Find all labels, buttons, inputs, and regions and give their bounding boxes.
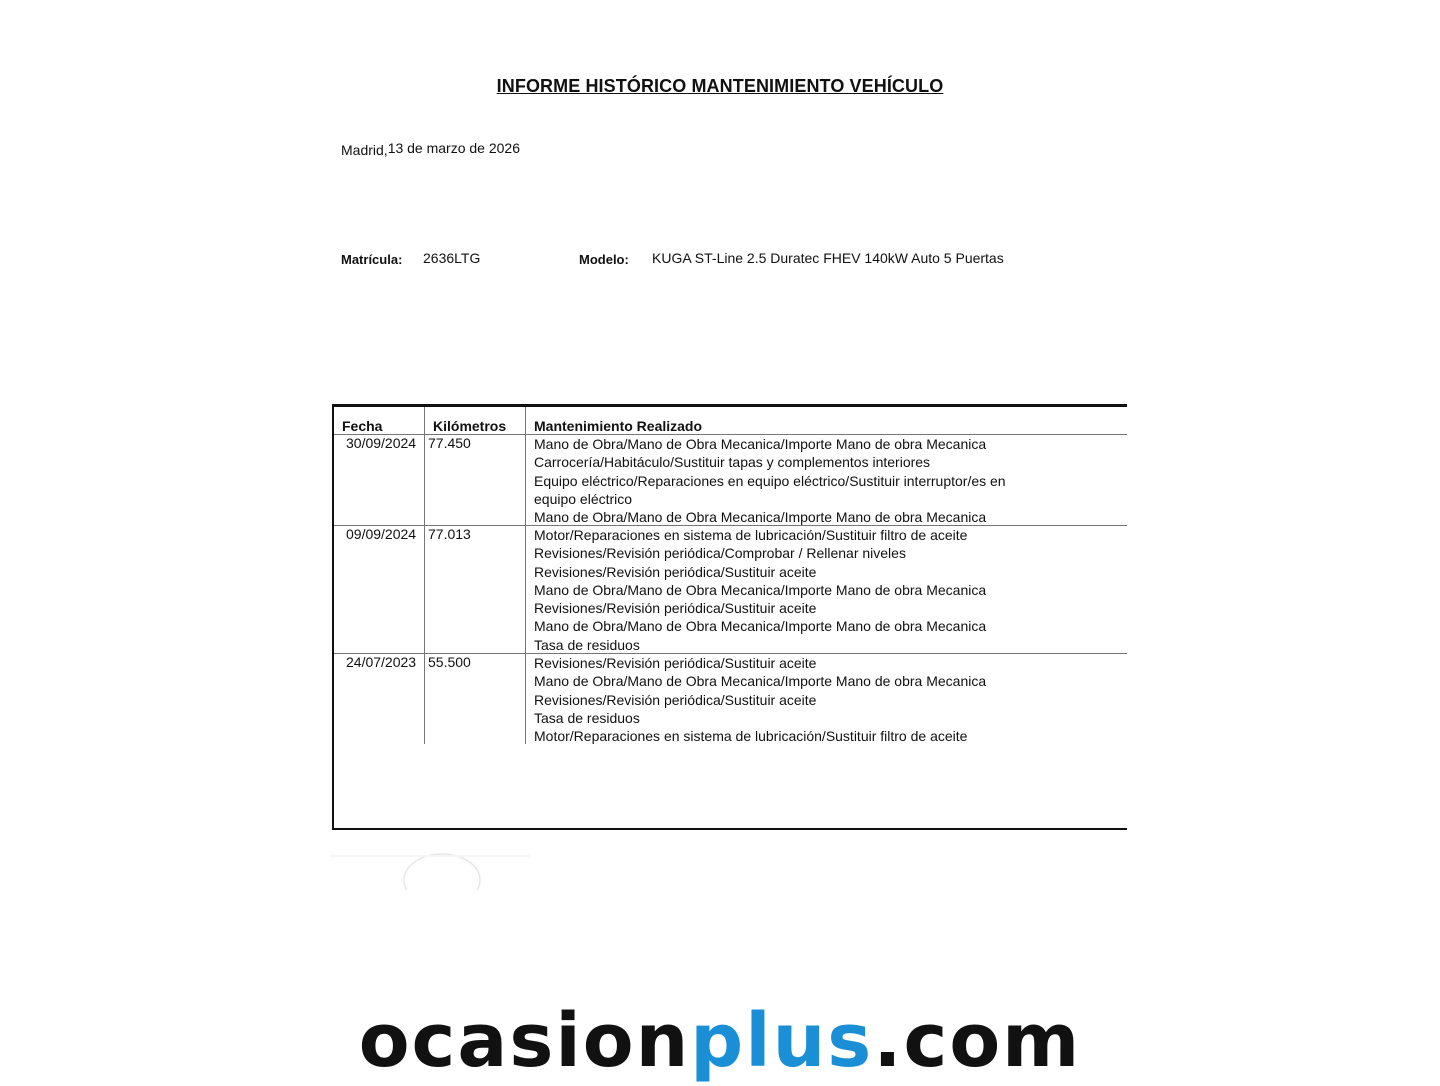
task-item: Tasa de residuos xyxy=(534,709,640,726)
task-item: Tasa de residuos xyxy=(534,636,640,653)
task-item: Revisiones/Revisión periódica/Comprobar / Rellenar niveles xyxy=(534,545,906,562)
task-item: Revisiones/Revisión periódica/Sustituir aceite xyxy=(534,600,817,616)
row2-date: 09/09/2024 xyxy=(346,526,417,542)
model-label: Modelo: xyxy=(579,252,629,267)
task-item: Mano de Obra/Mano de Obra Mecanica/Importe Mano de obra Mecanica xyxy=(534,509,987,525)
plate-label: Matrícula: xyxy=(341,252,403,267)
header-km: Kilómetros xyxy=(433,418,507,434)
row3-km: 55.500 xyxy=(428,654,471,670)
task-item: Equipo eléctrico/Reparaciones en equipo eléctrico/Sustituir interruptor/es en xyxy=(534,472,1006,489)
header-maintenance: Mantenimiento Realizado xyxy=(534,418,703,434)
task-item: Revisiones/Revisión periódica/Sustituir aceite xyxy=(534,691,817,708)
task-item: Carrocería/Habitáculo/Sustituir tapas y complementos interiores xyxy=(534,454,931,471)
task-item: Revisiones/Revisión periódica/Sustituir aceite xyxy=(534,655,817,671)
column-divider-2 xyxy=(525,407,526,744)
task-item: Mano de Obra/Mano de Obra Mecanica/Importe Mano de obra Mecanica xyxy=(534,618,987,635)
task-item: Mano de Obra/Mano de Obra Mecanica/Importe Mano de obra Mecanica xyxy=(534,581,987,598)
maintenance-table xyxy=(332,404,1127,830)
task-item: equipo eléctrico xyxy=(534,490,633,507)
report-date: 13 de marzo de 2026 xyxy=(387,140,521,156)
row1-tasks xyxy=(534,435,1006,526)
plate-value: 2636LTG xyxy=(423,250,481,266)
row2-km: 77.013 xyxy=(428,526,471,542)
logo-part-com: .com xyxy=(873,998,1082,1084)
row2-tasks xyxy=(534,526,986,654)
place-date xyxy=(341,140,520,156)
report-title: INFORME HISTÓRICO MANTENIMIENTO VEHÍCULO xyxy=(496,76,944,96)
task-item: Motor/Reparaciones en sistema de lubricación/Sustituir filtro de aceite xyxy=(534,527,968,543)
logo-part-plus: plus xyxy=(690,998,874,1084)
row3-tasks xyxy=(534,654,986,745)
ocasionplus-logo xyxy=(0,996,1440,1086)
model-value: KUGA ST-Line 2.5 Duratec FHEV 140kW Auto 5 Puertas xyxy=(652,250,1004,266)
place: Madrid, xyxy=(341,142,388,158)
task-item: Mano de Obra/Mano de Obra Mecanica/Importe Mano de obra Mecanica xyxy=(534,673,987,690)
row3-date: 24/07/2023 xyxy=(346,654,417,670)
task-item: Mano de Obra/Mano de Obra Mecanica/Importe Mano de obra Mecanica xyxy=(534,436,987,452)
task-item: Revisiones/Revisión periódica/Sustituir aceite xyxy=(534,563,817,580)
row1-date: 30/09/2024 xyxy=(346,435,417,451)
row1-km: 77.450 xyxy=(428,435,471,451)
header-date: Fecha xyxy=(342,418,383,434)
column-divider-1 xyxy=(424,407,425,744)
faded-stamp-icon xyxy=(330,850,530,890)
task-item: Motor/Reparaciones en sistema de lubricación/Sustituir filtro de aceite xyxy=(534,728,968,744)
logo-part-ocasion: ocasion xyxy=(358,998,691,1084)
